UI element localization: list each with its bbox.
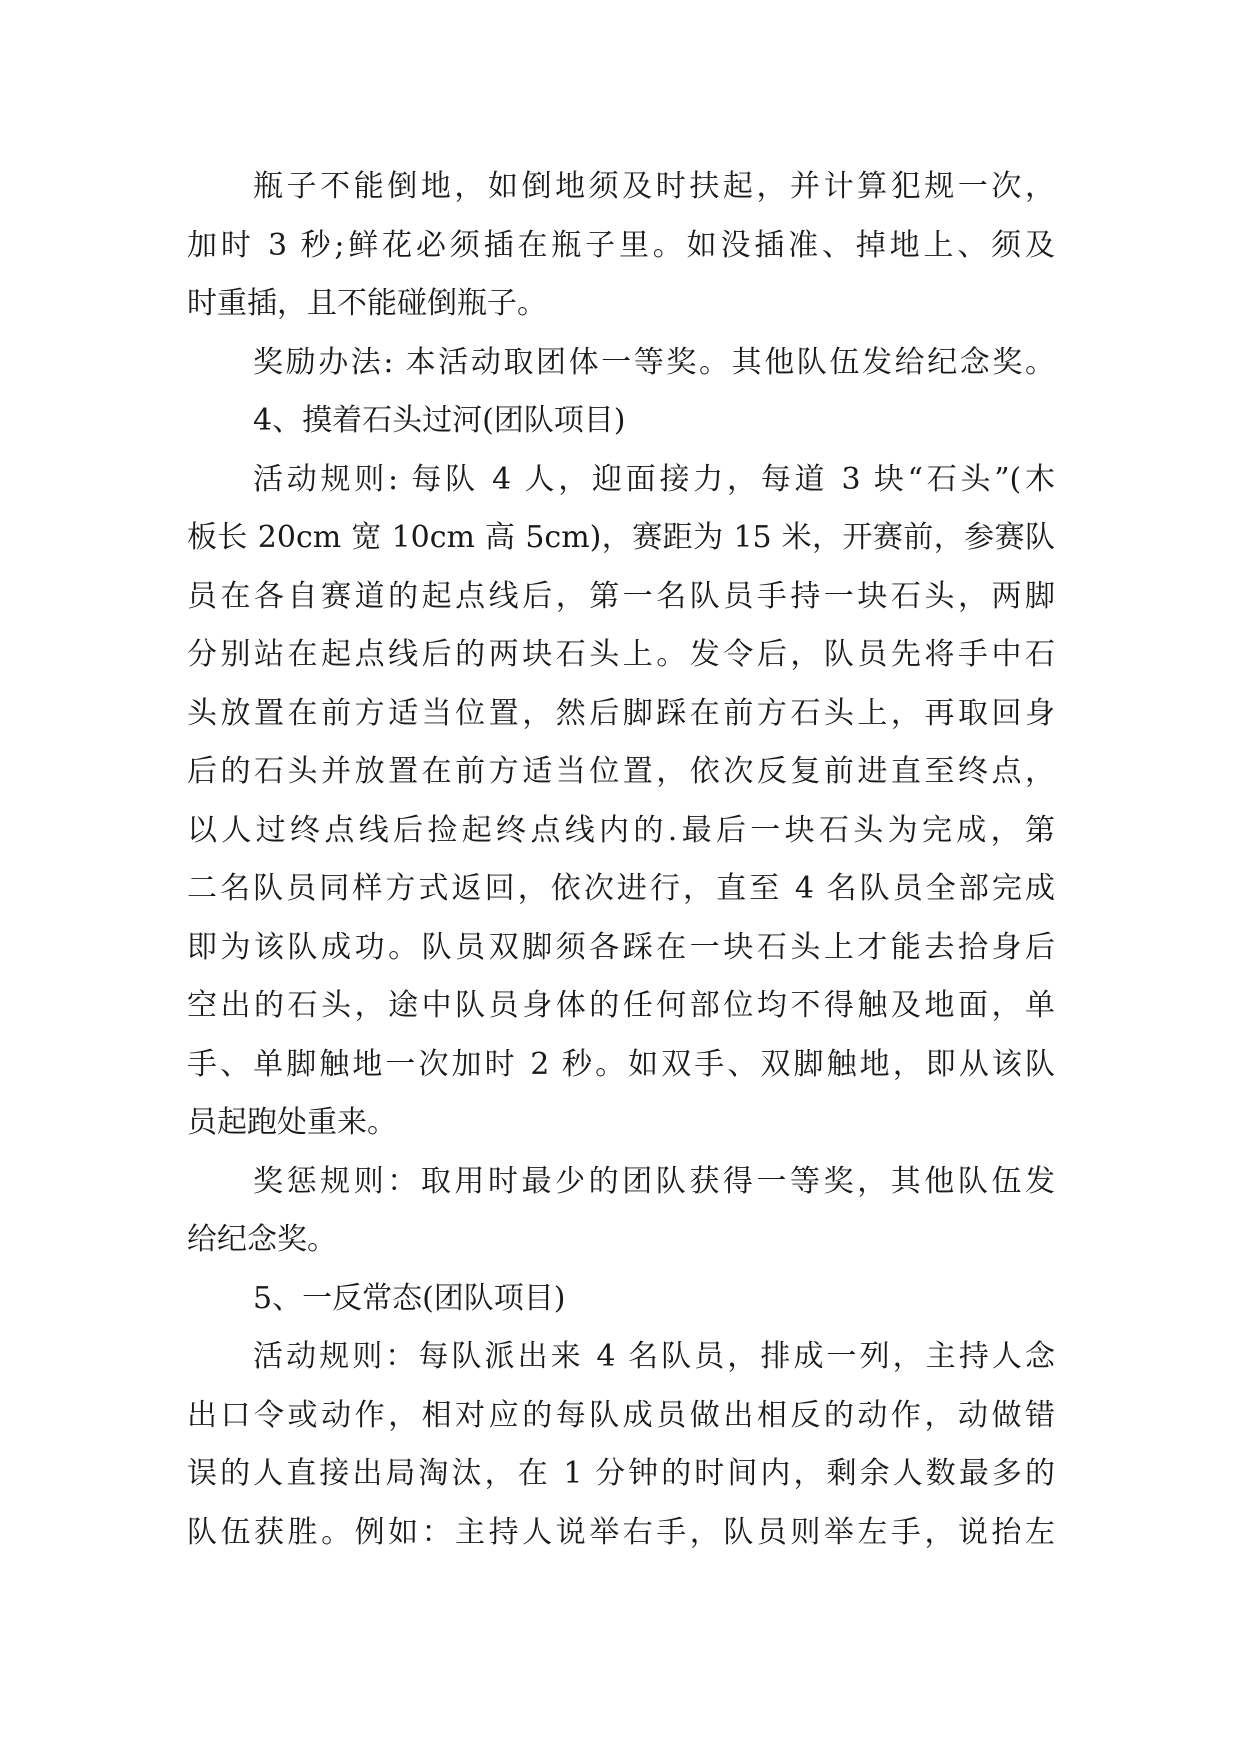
- paragraph-line: 后的石头并放置在前方适当位置，依次反复前进直至终点，: [187, 754, 1055, 789]
- paragraph-line: 误的人直接出局淘汰，在 1 分钟的时间内，剩余人数最多的: [187, 1456, 1055, 1491]
- paragraph-line: 员在各自赛道的起点线后，第一名队员手持一块石头，两脚: [187, 578, 1055, 614]
- paragraph-line: 以人过终点线后捡起终点线内的.最后一块石头为完成，第: [187, 812, 1055, 848]
- paragraph-line: 员起跑处重来。: [187, 1105, 397, 1140]
- paragraph-line: 即为该队成功。队员双脚须各踩在一块石头上才能去拾身后: [187, 929, 1055, 965]
- paragraph-line: 二名队员同样方式返回，依次进行，直至 4 名队员全部完成: [187, 871, 1055, 906]
- paragraph-line: 活动规则: 每队 4 人，迎面接力，每道 3 块“石头”(木: [253, 461, 1055, 497]
- paragraph-line: 板长 20cm 宽 10cm 高 5cm)，赛距为 15 米，开赛前，参赛队: [187, 520, 1055, 555]
- paragraph-line: 活动规则：每队派出来 4 名队员，排成一列，主持人念: [253, 1339, 1055, 1374]
- paragraph-line: 奖励办法: 本活动取团体一等奖。其他队伍发给纪念奖。: [253, 344, 1055, 380]
- paragraph-line: 奖惩规则：取用时最少的团队获得一等奖，其他队伍发: [253, 1163, 1055, 1199]
- paragraph-line: 加时 3 秒;鲜花必须插在瓶子里。如没插准、掉地上、须及: [187, 227, 1055, 263]
- paragraph-line: 时重插，且不能碰倒瓶子。: [187, 286, 547, 321]
- section-heading: 4、摸着石头过河(团队项目): [253, 403, 626, 438]
- paragraph-line: 出口令或动作，相对应的每队成员做出相反的动作，动做错: [187, 1397, 1055, 1433]
- paragraph-line: 分别站在起点线后的两块石头上。发令后，队员先将手中石: [187, 637, 1055, 672]
- paragraph-line: 队伍获胜。例如：主持人说举右手，队员则举左手，说抬左: [187, 1514, 1055, 1550]
- paragraph-line: 头放置在前方适当位置，然后脚踩在前方石头上，再取回身: [187, 695, 1055, 731]
- section-heading: 5、一反常态(团队项目): [253, 1280, 566, 1316]
- paragraph-line: 空出的石头，途中队员身体的任何部位均不得触及地面，单: [187, 988, 1055, 1023]
- paragraph-line: 手、单脚触地一次加时 2 秒。如双手、双脚触地，即从该队: [187, 1046, 1055, 1082]
- paragraph-line: 瓶子不能倒地，如倒地须及时扶起，并计算犯规一次，: [253, 169, 1055, 204]
- paragraph-line: 给纪念奖。: [187, 1222, 337, 1257]
- document-body: [187, 158, 1055, 1562]
